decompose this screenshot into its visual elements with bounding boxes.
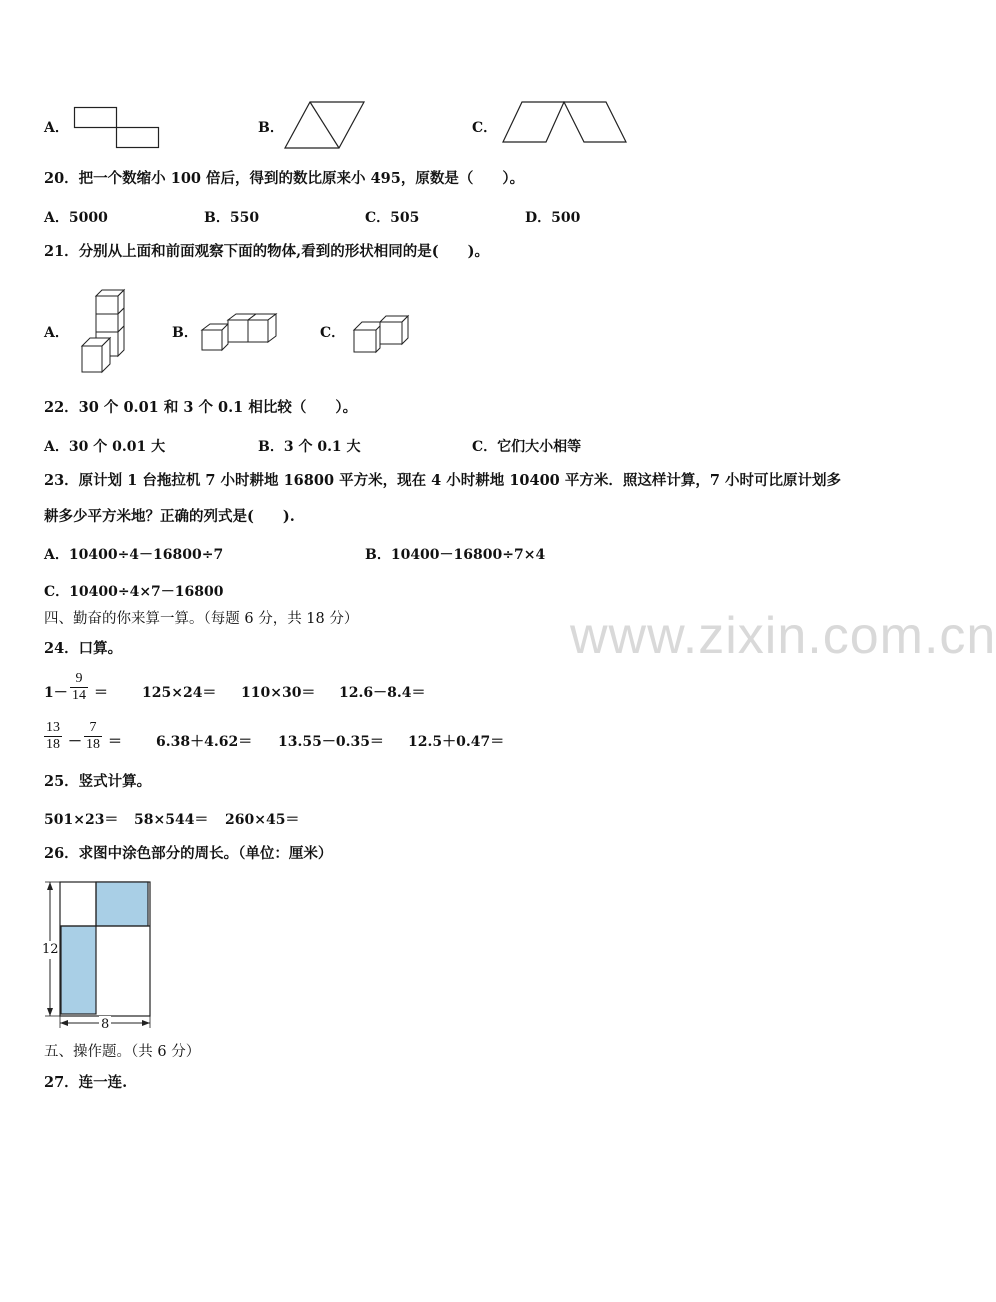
q24-row2-fraction-2 [84, 720, 102, 753]
q24-row2-fraction-1 [44, 720, 62, 753]
q23-stem-line2: 耕多少平方米地？正确的列式是( ). [44, 508, 295, 525]
q24-row2-numerator-1: 13 [46, 720, 60, 735]
q20-stem: 20．把一个数缩小 100 倍后，得到的数比原来小 495，原数是（ ）。 [44, 170, 525, 187]
q20-option-b: B．550 [204, 210, 260, 226]
q23-option-b: B．10400－16800÷7×4 [365, 547, 546, 563]
q24-row1-item-3: 12.6－8.4＝ [339, 685, 426, 701]
q24-row1-item-1: 125×24＝ [142, 685, 217, 701]
q19-option-c-figure [502, 100, 628, 144]
q24-row2-item-1: 6.38＋4.62＝ [156, 734, 253, 750]
q19-option-a-figure [74, 106, 160, 150]
q22-option-b: B．3 个 0.1 大 [258, 439, 361, 455]
q21-option-c-label: C． [320, 325, 346, 341]
q26-width-label: 8 [101, 1017, 110, 1032]
q24-row1-fraction [70, 671, 88, 704]
q22-option-a: A．30 个 0.01 大 [44, 439, 166, 455]
q27-stem: 27．连一连. [44, 1074, 128, 1091]
q21-option-a-label: A． [44, 325, 69, 341]
q24-row1-numerator: 9 [70, 671, 88, 688]
q24-row2-equals: ＝ [108, 734, 122, 750]
q19-option-c-label: C． [472, 120, 498, 136]
q19-option-a-label: A． [44, 120, 69, 136]
q21-option-b-cubes-figure [200, 312, 280, 352]
q20-option-a: A．5000 [44, 210, 108, 226]
q24-row1-item-2: 110×30＝ [241, 685, 316, 701]
q24-row2-item-2: 13.55－0.35＝ [278, 734, 384, 750]
watermark: www.zixin.com.cn [570, 607, 996, 665]
section-5-heading: 五、操作题。（共 6 分） [44, 1044, 201, 1060]
q20-option-d: D．500 [525, 210, 581, 226]
q21-stem: 21．分别从上面和前面观察下面的物体,看到的形状相同的是( )。 [44, 243, 489, 260]
q19-option-b-label: B． [258, 120, 284, 136]
q21-option-a-cubes-figure [80, 288, 128, 374]
q24-row2-denominator-1: 18 [46, 737, 60, 752]
q23-stem-line1: 23．原计划 1 台拖拉机 7 小时耕地 16800 平方米，现在 4 小时耕地 10400 平方米．照这样计算，7 小时可比原计划多 [44, 472, 841, 489]
q25-item-2: 58×544＝ [134, 812, 209, 828]
q22-stem: 22．30 个 0.01 和 3 个 0.1 相比较（ ）。 [44, 399, 358, 416]
q25-item-1: 501×23＝ [44, 812, 119, 828]
q25-item-3: 260×45＝ [225, 812, 300, 828]
q24-row1-denominator: 14 [72, 688, 86, 703]
q24-row2-minus: － [68, 734, 82, 750]
q19-option-b-figure [284, 100, 366, 150]
q24-row2-item-3: 12.5＋0.47＝ [408, 734, 505, 750]
q24-stem: 24．口算。 [44, 640, 123, 657]
q21-option-b-label: B． [172, 325, 198, 341]
q20-option-c: C．505 [365, 210, 420, 226]
q23-option-a: A．10400÷4－16800÷7 [44, 547, 224, 563]
q26-stem: 26．求图中涂色部分的周长。（单位：厘米） [44, 845, 333, 862]
q22-option-c: C．它们大小相等 [472, 439, 582, 455]
q24-row2-denominator-2: 18 [86, 737, 100, 752]
q26-height-label: 12 [42, 942, 59, 957]
q24-row2-numerator-2: 7 [84, 720, 102, 737]
q23-option-c: C．10400÷4×7－16800 [44, 584, 224, 600]
q25-stem: 25．竖式计算。 [44, 773, 152, 790]
q24-row1-equals: ＝ [94, 685, 108, 701]
q24-row1-lead: 1－ [44, 685, 68, 701]
q21-option-c-cubes-figure [352, 314, 412, 354]
section-4-heading: 四、勤奋的你来算一算。（每题 6 分，共 18 分） [44, 611, 359, 627]
